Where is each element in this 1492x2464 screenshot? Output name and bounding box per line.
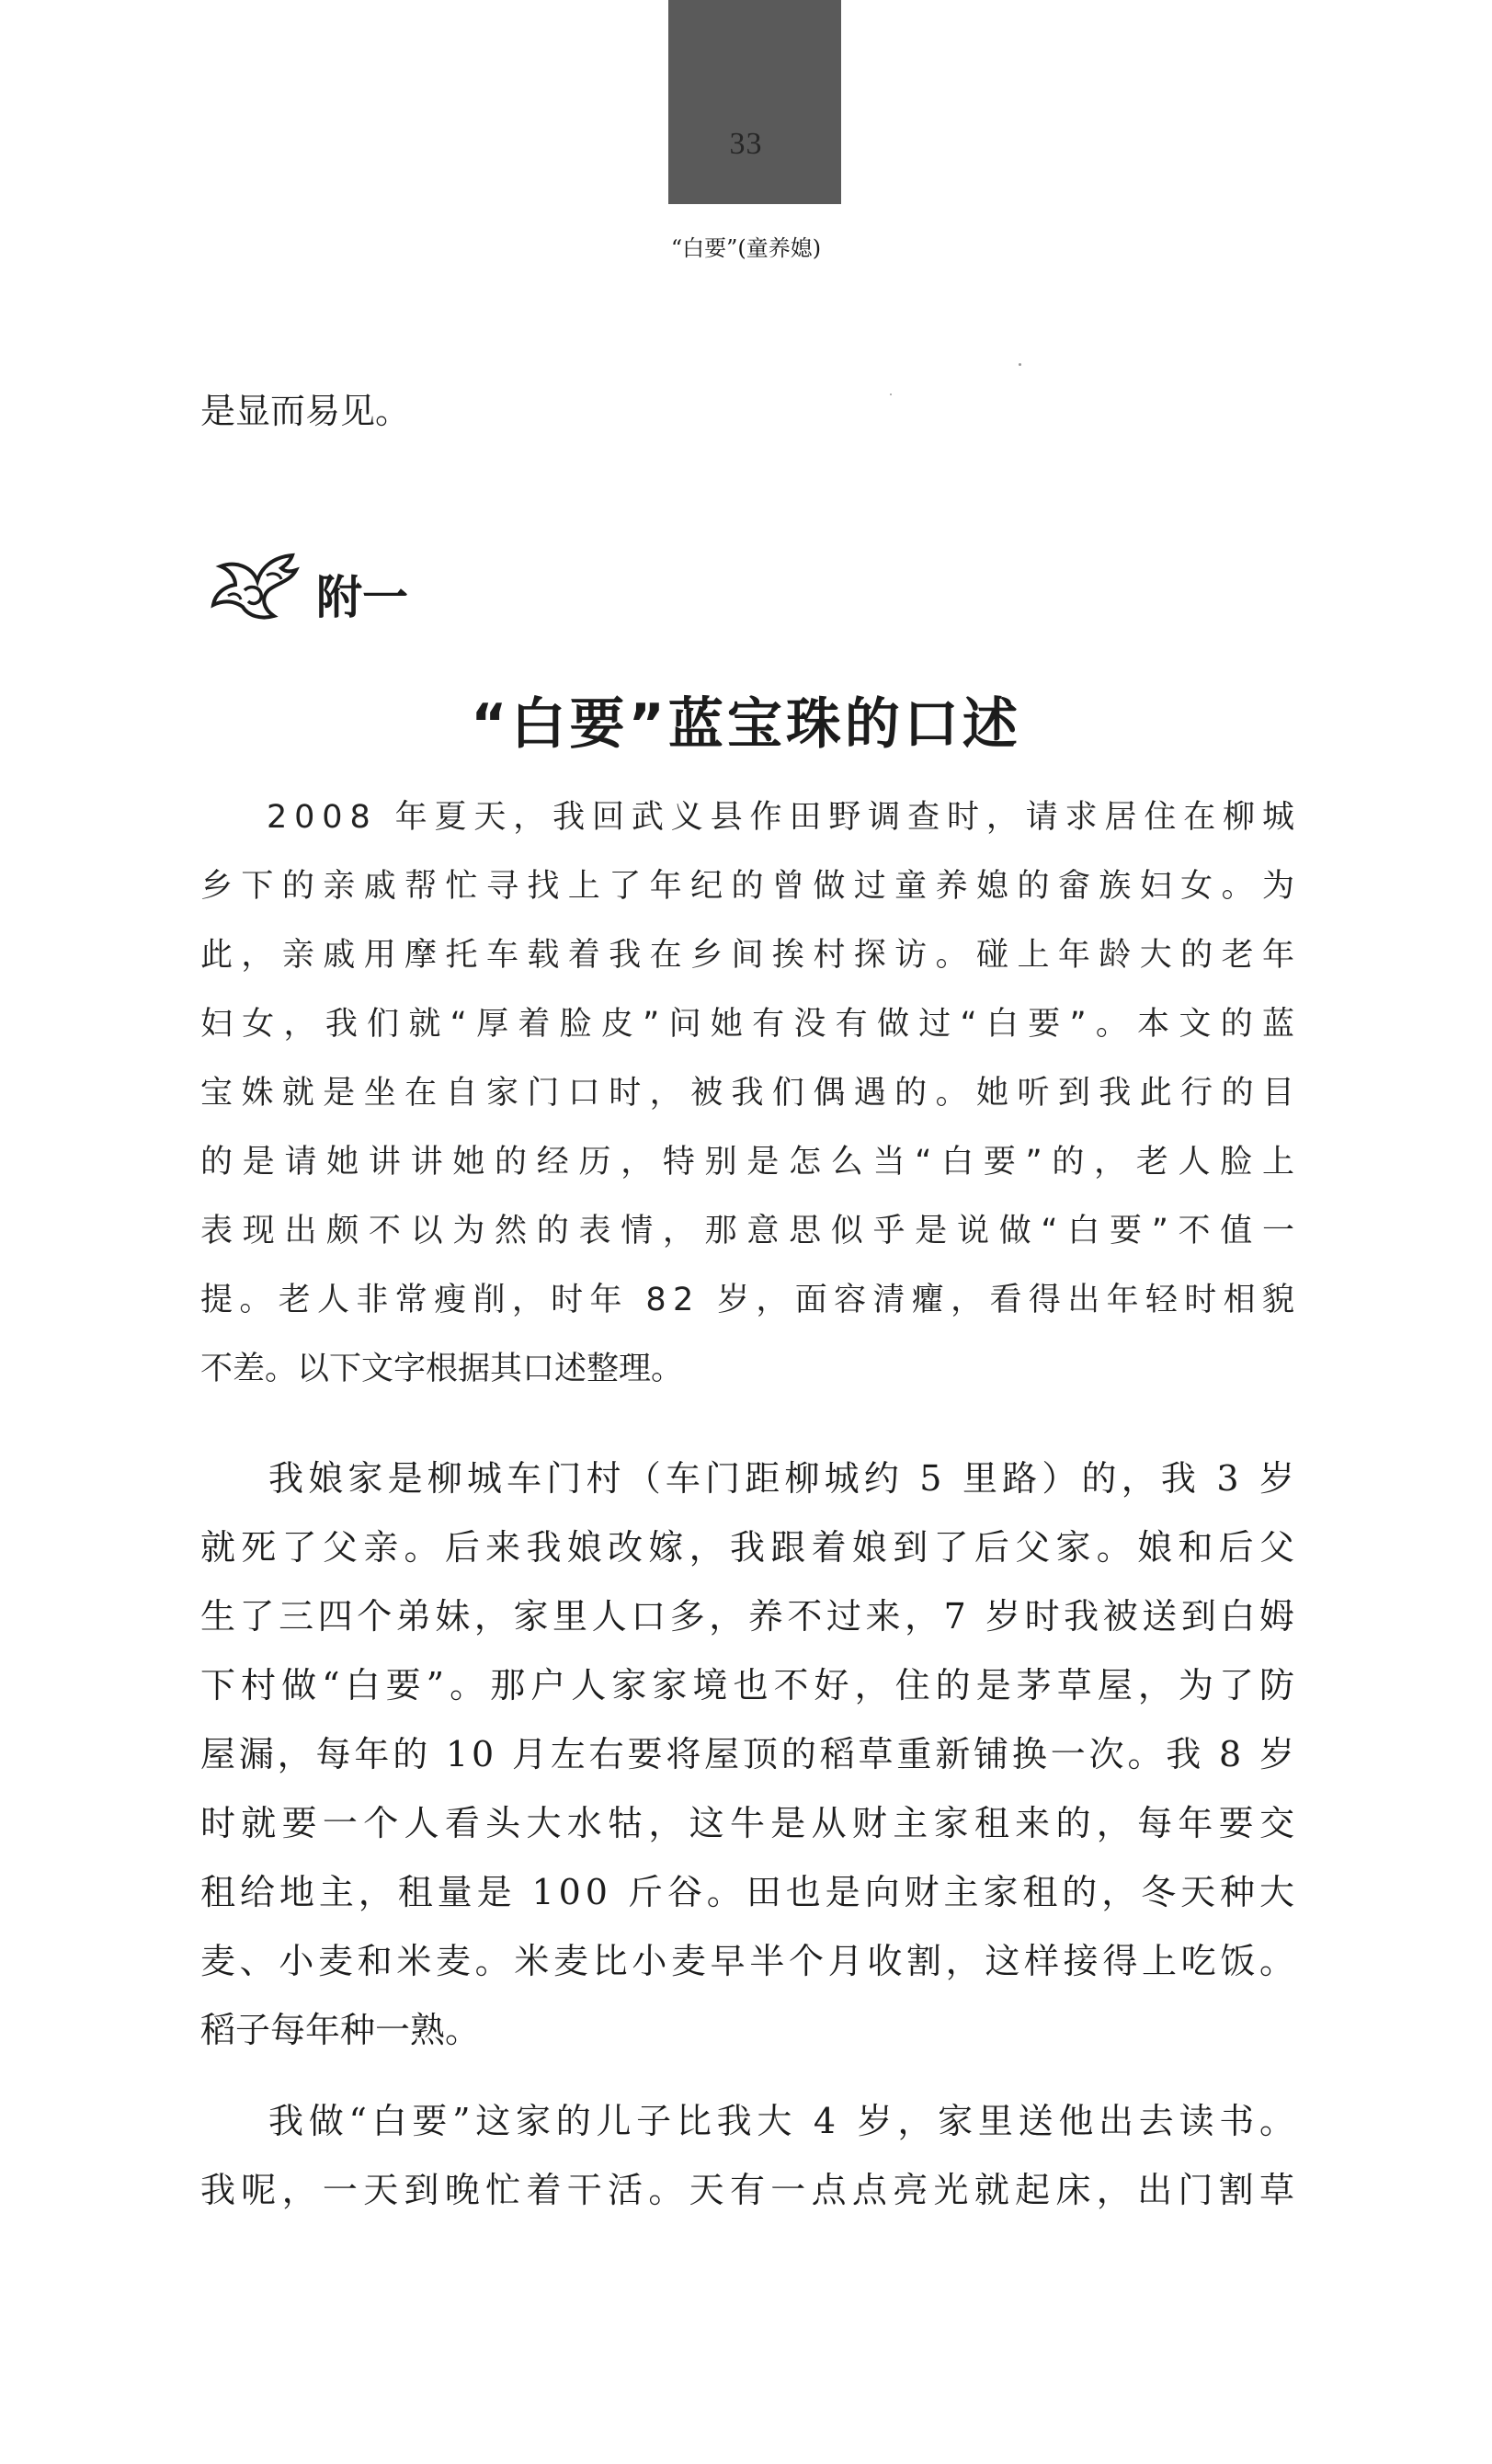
appendix-heading xyxy=(208,542,759,634)
body-line: 屋漏，每年的 10 月左右要将屋顶的稻草重新铺换一次。我 8 岁 xyxy=(200,1734,1298,1774)
body-line: 稻子每年种一熟。 xyxy=(200,2010,481,2050)
page-number: 33 xyxy=(729,127,763,161)
intro-line: 表现出颇不以为然的表情，那意思似乎是说做“白要”不值一 xyxy=(200,1213,1304,1249)
intro-line: 乡下的亲戚帮忙寻找上了年纪的曾做过童养媳的畲族妇女。为 xyxy=(200,868,1304,905)
body-line: 时就要一个人看头大水牯，这牛是从财主家租来的，每年要交 xyxy=(200,1803,1301,1843)
running-title: “白要”(童养媳) xyxy=(670,235,822,261)
carryover-line: 是显而易见。 xyxy=(200,391,411,431)
cloud-ornament-icon xyxy=(208,550,300,623)
body-line: 我娘家是柳城车门村（车门距柳城约 5 里路）的，我 3 岁 xyxy=(268,1458,1300,1499)
intro-line: 此，亲戚用摩托车载着我在乡间挨村探访。碰上年龄大的老年 xyxy=(200,937,1304,974)
body-line: 我呢，一天到晚忙着干活。天有一点点亮光就起床，出门割草 xyxy=(200,2170,1301,2210)
body-line: 生了三四个弟妹，家里人口多，养不过来，7 岁时我被送到白姆 xyxy=(200,1596,1299,1637)
print-speck xyxy=(1019,363,1021,366)
body-line: 就死了父亲。后来我娘改嫁，我跟着娘到了后父家。娘和后父 xyxy=(200,1527,1301,1568)
page-number-tab xyxy=(668,0,841,204)
body-line: 我做“白要”这家的儿子比我大 4 岁，家里送他出去读书。 xyxy=(268,2101,1300,2141)
intro-line: 不差。以下文字根据其口述整理。 xyxy=(200,1351,684,1387)
body-line: 麦、小麦和米麦。米麦比小麦早半个月收割，这样接得上吃饭。 xyxy=(200,1941,1299,1981)
appendix-label: 附一 xyxy=(316,571,408,624)
intro-line: 宝姝就是坐在自家门口时，被我们偶遇的。她听到我此行的目 xyxy=(200,1075,1304,1112)
print-speck xyxy=(890,394,892,395)
document-title: “白要”蓝宝珠的口述 xyxy=(471,692,1021,757)
body-line: 下村做“白要”。那户人家家境也不好，住的是茅草屋，为了防 xyxy=(200,1665,1301,1705)
intro-line: 提。老人非常瘦削，时年 82 岁，面容清癯，看得出年轻时相貌 xyxy=(200,1282,1302,1318)
intro-line: 的是请她讲讲她的经历，特别是怎么当“白要”的，老人脸上 xyxy=(200,1144,1304,1181)
intro-line: 妇女，我们就“厚着脸皮”问她有没有做过“白要”。本文的蓝 xyxy=(200,1006,1304,1043)
body-line: 租给地主，租量是 100 斤谷。田也是向财主家租的，冬天种大 xyxy=(200,1872,1299,1912)
intro-line: 2008 年夏天，我回武义县作田野调查时，请求居住在柳城 xyxy=(267,799,1302,836)
